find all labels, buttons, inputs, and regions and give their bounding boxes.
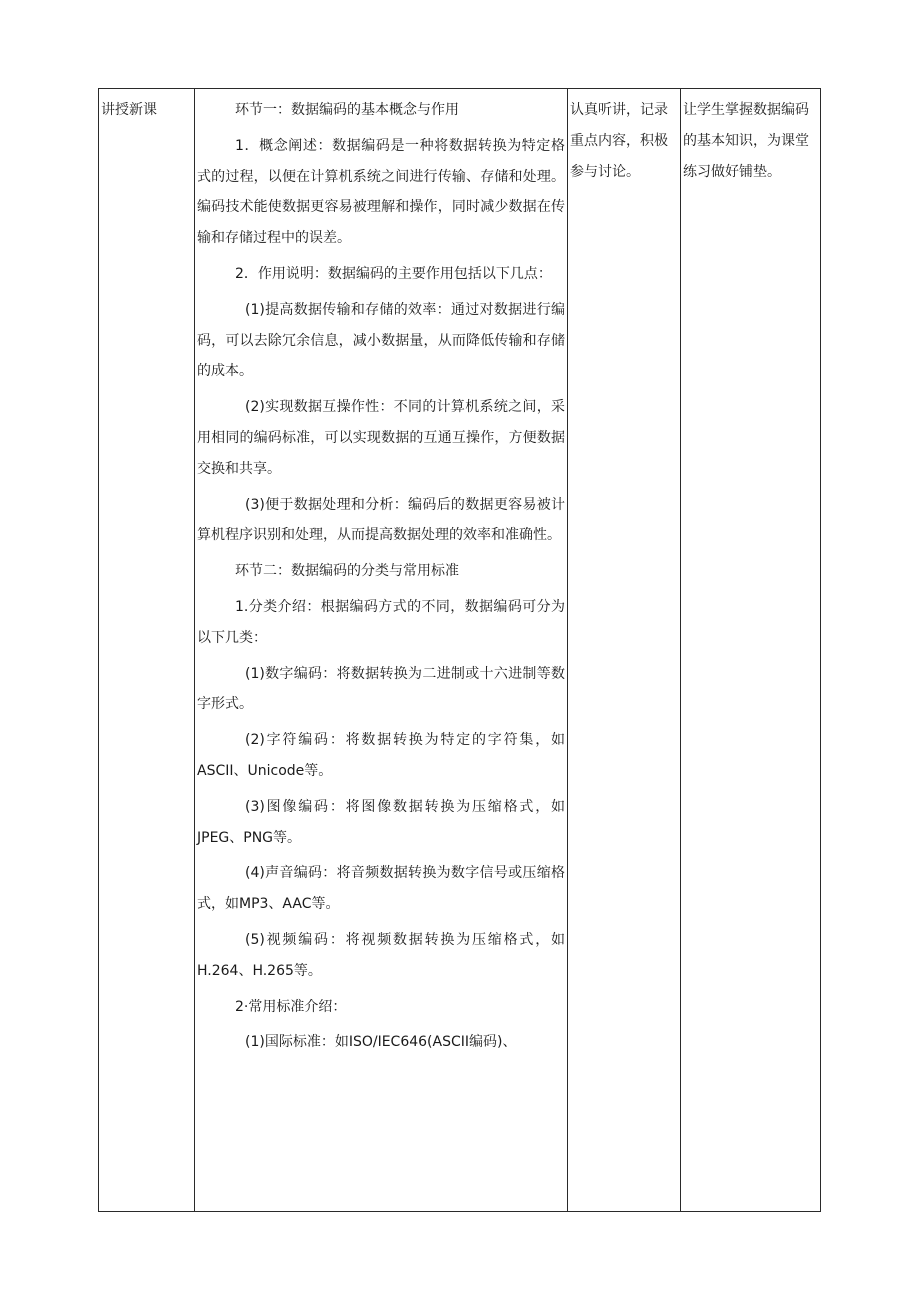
classification-item-1: (1)数字编码：将数据转换为二进制或十六进制等数字形式。 — [197, 665, 565, 713]
concept-paragraph: 1．概念阐述：数据编码是一种将数据转换为特定格式的过程，以便在计算机系统之间进行传输、存储和处理。编码技术能使数据更容易被理解和操作，同时减少数据在传输和存储过程中的误差。 — [197, 137, 565, 247]
design-purpose-cell — [681, 89, 821, 1212]
classification-item-5: (5)视频编码：将视频数据转换为压缩格式，如H.264、H.265等。 — [197, 931, 565, 979]
student-activity-text: 认真听讲，记录重点内容，积极参与讨论。 — [570, 102, 668, 180]
function-item-2: (2)实现数据互操作性：不同的计算机系统之间，采用相同的编码标准，可以实现数据的互通互操作，方便数据交换和共享。 — [197, 399, 565, 477]
classification-item-4: (4)声音编码：将音频数据转换为数字信号或压缩格式，如MP3、AAC等。 — [197, 865, 565, 913]
teaching-content-cell — [195, 89, 568, 1212]
lesson-plan-table — [98, 88, 821, 1212]
standards-intro-paragraph: 2·常用标准介绍： — [235, 998, 347, 1015]
section-one-title: 环节一：数据编码的基本概念与作用 — [235, 102, 459, 118]
design-purpose-text: 让学生掌握数据编码的基本知识，为课堂练习做好铺垫。 — [683, 102, 809, 180]
table-row — [99, 89, 821, 1212]
classification-item-3: (3)图像编码：将图像数据转换为压缩格式，如JPEG、PNG等。 — [197, 798, 565, 846]
student-activity-cell — [568, 89, 681, 1212]
function-intro-paragraph: 2．作用说明：数据编码的主要作用包括以下几点： — [235, 265, 552, 282]
stage-cell — [99, 89, 195, 1212]
function-item-1: (1)提高数据传输和存储的效率：通过对数据进行编码，可以去除冗余信息，减小数据量，从而降低传输和存储的成本。 — [197, 301, 565, 380]
function-item-3: (3)便于数据处理和分析：编码后的数据更容易被计算机程序识别和处理，从而提高数据处理的效率和准确性。 — [197, 496, 565, 544]
stage-label: 讲授新课 — [101, 102, 157, 118]
standards-item-1: (1)国际标准：如ISO/IEC646(ASCII编码)、 — [245, 1034, 517, 1051]
classification-item-2: (2)字符编码：将数据转换为特定的字符集，如ASCII、Unicode等。 — [197, 732, 565, 779]
section-two-title: 环节二：数据编码的分类与常用标准 — [235, 563, 459, 580]
classification-paragraph: 1.分类介绍：根据编码方式的不同，数据编码可分为以下几类： — [197, 598, 565, 646]
